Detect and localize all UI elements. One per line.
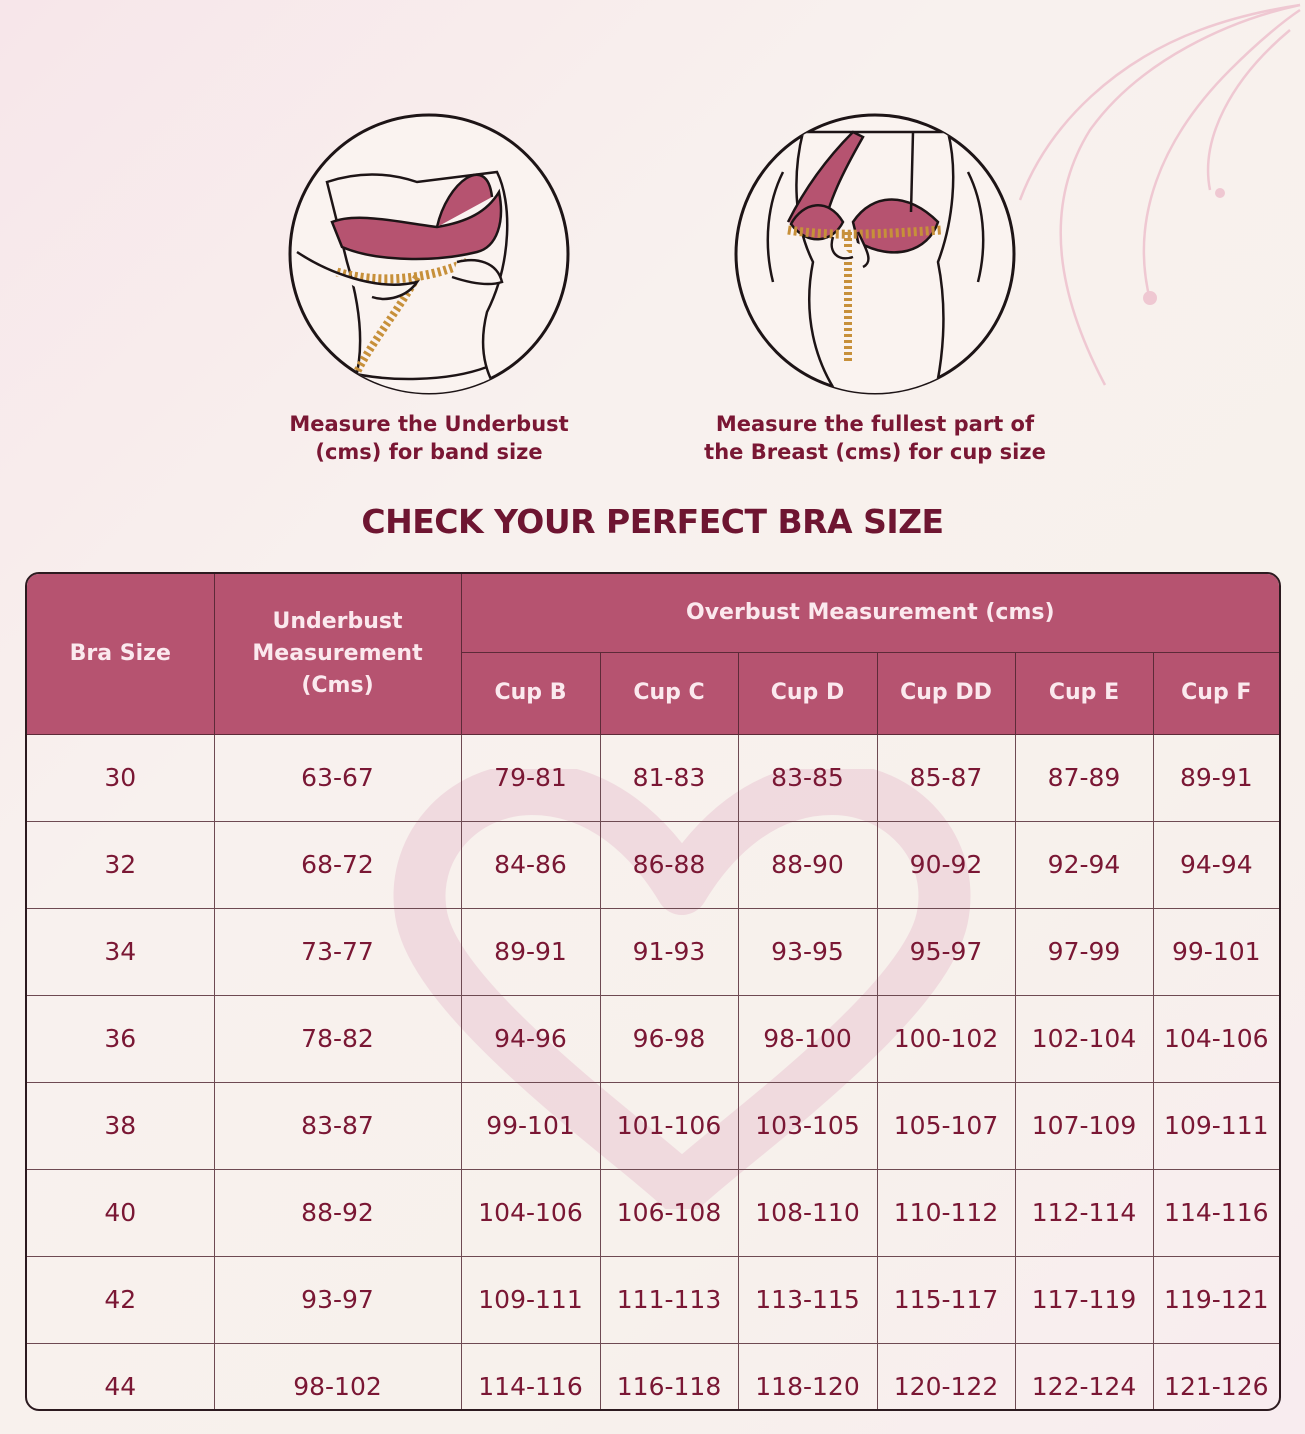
cup-range-cell: 87-89 [1015, 734, 1153, 821]
underbust-illustration [287, 112, 571, 396]
cup-header: Cup B [461, 652, 600, 734]
cup-range-cell: 119-121 [1153, 1256, 1279, 1343]
cup-range-cell: 93-95 [738, 908, 877, 995]
cup-range-cell: 118-120 [738, 1343, 877, 1411]
cup-range-cell: 81-83 [600, 734, 738, 821]
cup-range-cell: 84-86 [461, 821, 600, 908]
overbust-caption [665, 410, 1085, 466]
underbust-caption [219, 410, 639, 466]
cup-range-cell: 89-91 [1153, 734, 1279, 821]
underbust-cell: 98-102 [214, 1343, 461, 1411]
underbust-caption-line2: (cms) for band size [315, 440, 543, 464]
table-body [27, 734, 1279, 1411]
table-row [27, 1256, 1279, 1343]
cup-range-cell: 117-119 [1015, 1256, 1153, 1343]
bra-size-cell: 40 [27, 1169, 214, 1256]
cup-range-cell: 104-106 [1153, 995, 1279, 1082]
col-overbust-header: Overbust Measurement (cms) [461, 574, 1279, 652]
cup-header: Cup D [738, 652, 877, 734]
underbust-cell: 73-77 [214, 908, 461, 995]
bra-size-cell: 36 [27, 995, 214, 1082]
cup-range-cell: 89-91 [461, 908, 600, 995]
size-chart-table [25, 572, 1281, 1411]
table-row [27, 1343, 1279, 1411]
cup-range-cell: 86-88 [600, 821, 738, 908]
cup-range-cell: 122-124 [1015, 1343, 1153, 1411]
cup-range-cell: 109-111 [1153, 1082, 1279, 1169]
cup-range-cell: 104-106 [461, 1169, 600, 1256]
cup-range-cell: 120-122 [877, 1343, 1015, 1411]
overbust-caption-line2: the Breast (cms) for cup size [704, 440, 1046, 464]
cup-range-cell: 116-118 [600, 1343, 738, 1411]
bra-size-cell: 32 [27, 821, 214, 908]
cup-range-cell: 121-126 [1153, 1343, 1279, 1411]
table-row [27, 995, 1279, 1082]
underbust-cell: 78-82 [214, 995, 461, 1082]
cup-header: Cup C [600, 652, 738, 734]
cup-range-cell: 90-92 [877, 821, 1015, 908]
cup-range-cell: 103-105 [738, 1082, 877, 1169]
table-row [27, 1169, 1279, 1256]
overbust-caption-line1: Measure the fullest part of [715, 412, 1035, 436]
underbust-header-line1: Underbust [272, 608, 403, 634]
cup-range-cell: 83-85 [738, 734, 877, 821]
cup-range-cell: 109-111 [461, 1256, 600, 1343]
bra-size-cell: 38 [27, 1082, 214, 1169]
page-title: CHECK YOUR PERFECT BRA SIZE [361, 502, 944, 541]
underbust-caption-line1: Measure the Underbust [289, 412, 569, 436]
cup-range-cell: 94-96 [461, 995, 600, 1082]
bra-size-cell: 42 [27, 1256, 214, 1343]
cup-range-cell: 115-117 [877, 1256, 1015, 1343]
underbust-cell: 63-67 [214, 734, 461, 821]
cup-range-cell: 102-104 [1015, 995, 1153, 1082]
overbust-illustration [733, 112, 1017, 396]
cup-range-cell: 111-113 [600, 1256, 738, 1343]
cup-range-cell: 110-112 [877, 1169, 1015, 1256]
underbust-cell: 68-72 [214, 821, 461, 908]
bra-size-cell: 34 [27, 908, 214, 995]
col-underbust-header [214, 574, 461, 734]
underbust-header-line3: (Cms) [301, 672, 374, 698]
cup-range-cell: 94-94 [1153, 821, 1279, 908]
cup-range-cell: 97-99 [1015, 908, 1153, 995]
underbust-header-line2: Measurement [252, 640, 423, 666]
underbust-cell: 83-87 [214, 1082, 461, 1169]
bra-size-cell: 44 [27, 1343, 214, 1411]
table-row [27, 734, 1279, 821]
cup-range-cell: 101-106 [600, 1082, 738, 1169]
cup-range-cell: 99-101 [1153, 908, 1279, 995]
cup-range-cell: 107-109 [1015, 1082, 1153, 1169]
cup-range-cell: 85-87 [877, 734, 1015, 821]
cup-range-cell: 79-81 [461, 734, 600, 821]
floral-decoration [0, 0, 1305, 420]
bra-size-cell: 30 [27, 734, 214, 821]
cup-range-cell: 108-110 [738, 1169, 877, 1256]
cup-header: Cup DD [877, 652, 1015, 734]
cup-range-cell: 98-100 [738, 995, 877, 1082]
cup-range-cell: 113-115 [738, 1256, 877, 1343]
cup-range-cell: 106-108 [600, 1169, 738, 1256]
underbust-cell: 88-92 [214, 1169, 461, 1256]
underbust-cell: 93-97 [214, 1256, 461, 1343]
table-row [27, 1082, 1279, 1169]
table-row [27, 821, 1279, 908]
cup-range-cell: 114-116 [1153, 1169, 1279, 1256]
cup-range-cell: 105-107 [877, 1082, 1015, 1169]
cup-range-cell: 96-98 [600, 995, 738, 1082]
cup-range-cell: 112-114 [1015, 1169, 1153, 1256]
cup-header: Cup F [1153, 652, 1279, 734]
cup-range-cell: 100-102 [877, 995, 1015, 1082]
cup-range-cell: 95-97 [877, 908, 1015, 995]
table-row [27, 908, 1279, 995]
cup-range-cell: 91-93 [600, 908, 738, 995]
cup-header: Cup E [1015, 652, 1153, 734]
cup-range-cell: 92-94 [1015, 821, 1153, 908]
cup-range-cell: 99-101 [461, 1082, 600, 1169]
cup-range-cell: 88-90 [738, 821, 877, 908]
cup-range-cell: 114-116 [461, 1343, 600, 1411]
col-bra-size-header: Bra Size [27, 574, 214, 734]
